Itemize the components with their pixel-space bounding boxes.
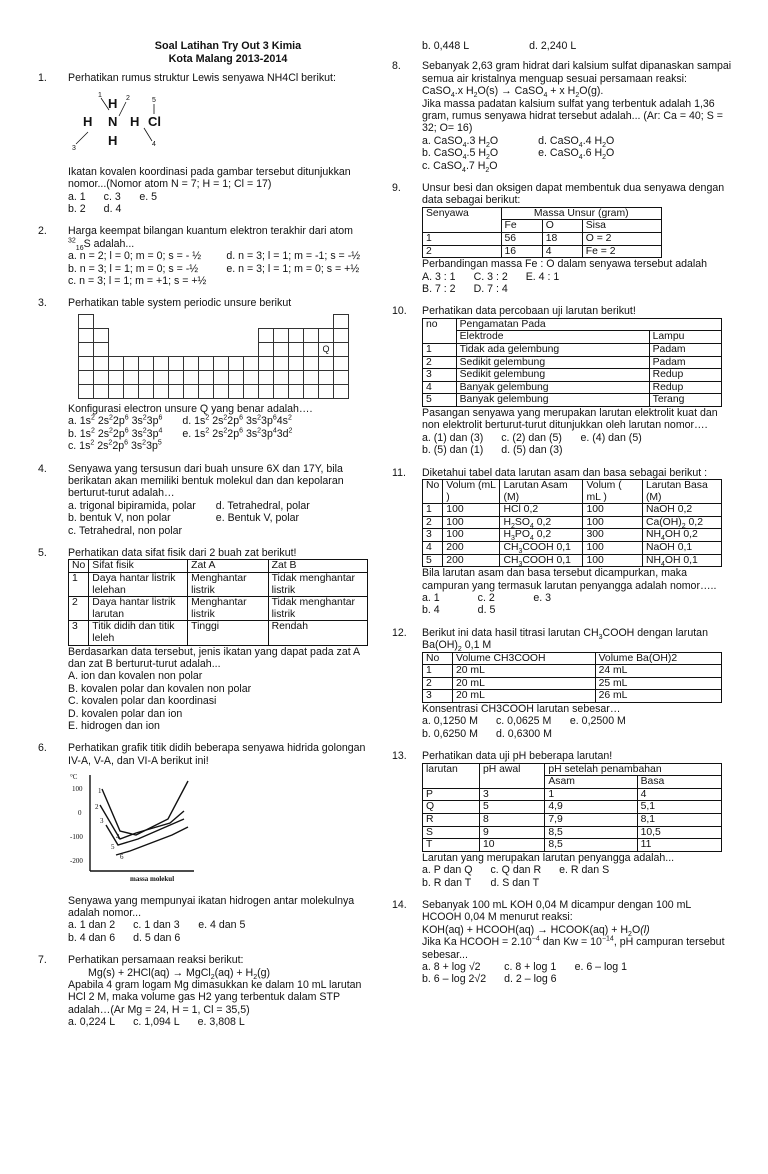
q1-options: a. 1 c. 3 e. 5 b. 2 d. 4 — [68, 190, 158, 216]
question-7: 7. Perhatikan persamaan reaksi berikut: Mg(s) + 2HCl(aq) → MgCl$_2$(aq) + $H_2(g)$ Apabila 4 gram logam Mg dimasukkan ke dalam 10 mL larutan HCl 2 M, maka volume gas H2 yang terbentuk dalam STP adalah…(Ar Mg = 24, H = 1, Cl = 35,5) a. 0,224 L c. 1,094 L e. 3,808 L — [38, 954, 378, 1028]
svg-text:0: 0 — [78, 809, 82, 818]
q12-table: No Volume CH3COOH Volume Ba(OH)2 1 20 mL 24 mL 2 20 mL 25 mL 3 20 mL 26 mL — [422, 652, 722, 703]
svg-text:100: 100 — [72, 785, 83, 794]
svg-text:3: 3 — [72, 145, 76, 153]
q8-reaction: CaSO$_4$.x $H_2O(s)$ → CaSO$_4$ + x $H_2O(g)$. — [422, 85, 604, 100]
question-11: 11. Diketahui tabel data larutan asam dan basa sebagai berikut : No Volum (mL ) Larutan Asam (M) Volum ( mL ) Larutan Basa (M) 1 100 HCl 0,2 100 NaOH 0,2 2 100 $H_2SO_4$ 0,2 100 $Ca(OH)_2$ 0,2 3 100 $H_3PO_4$ 0,2 300 $NH_4OH$ 0,2 4 200 $CH_3COOH$ 0,1 100 NaOH 0,1 5 200 $CH_3COOH$ 0,1 100 $NH_4OH$ 0,1 Bila larutan asam dan basa tersebut dicampurkan, maka campuran yang termasuk larutan penyangga adalah nomor….. a. 1 c. 2 e. 3 b. 4 d. 5 — [392, 467, 732, 617]
svg-text:6: 6 — [120, 853, 124, 862]
svg-text:massa molekul: massa molekul — [130, 875, 175, 884]
svg-text:1: 1 — [98, 787, 102, 796]
q5-options: A. ion dan kovalen non polar B. kovalen polar dan kovalen non polar C. kovalen polar dan koordinasi D. kovalen polar dan ion E. hidrogen dan ion — [68, 670, 252, 732]
q11-table: No Volum (mL ) Larutan Asam (M) Volum ( mL ) Larutan Basa (M) 1 100 HCl 0,2 100 NaOH 0,2 2 100 $H_2SO_4$ 0,2 100 $Ca(OH)_2$ 0,2 3 100 $H_3PO_4$ 0,2 300 $NH_4OH$ 0,2 4 200 $CH_3COOH$ 0,1 100 NaOH 0,1 5 200 $CH_3COOH$ 0,1 100 $NH_4OH$ 0,1 — [422, 479, 722, 567]
svg-text:2: 2 — [95, 803, 99, 812]
q2-options: a. n = 2; l = 0; m = 0; s = - ½ d. n = 3; l = 1; m = -1; s = -½ b. n = 3; l = 1; m = 0; s = -½ e. n = 3; l = 1; m = 0; s = +½ c. n = 3; l = 1; m = +1; s = +½ — [68, 250, 361, 288]
svg-text:5: 5 — [152, 97, 156, 105]
question-2: 2. Harga keempat bilangan kuantum elektron terakhir dari atom $^{32}_{16}$S adalah... a. n = 2; l = 0; m = 0; s = - ½ d. n = 3; l = 1; m = -1; s = -½ b. n = 3; l = 1; m = 0; s = -½ e. n = 3; l = 1; m = 0; s = +½ c. n = 3; l = 1; m = +1; s = +½ — [38, 225, 378, 287]
svg-text:-100: -100 — [70, 833, 83, 842]
lewis-structure-diagram — [68, 88, 178, 154]
svg-text:H: H — [108, 96, 118, 112]
q6-options: a. 1 dan 2 c. 1 dan 3 e. 4 dan 5 b. 4 dan 6 d. 5 dan 6 — [68, 919, 246, 944]
q10-options: a. (1) dan (3) c. (2) dan (5) e. (4) dan (5) b. (5) dan (1) d. (5) dan (3) — [422, 431, 642, 457]
svg-text:N: N — [108, 114, 118, 130]
q12-text: Berikut ini data hasil titrasi larutan $CH_3COOH$ dengan larutan $Ba(OH)_2$ 0,1 M — [422, 626, 708, 654]
q13-table: larutan pH awal pH setelah penambahan Asam Basa P 3 1 4 Q 5 4,9 5,1 R 8 7,9 8,1 S 9 8,5 10,5 T 10 8,5 11 — [422, 763, 722, 852]
q10-table: no Pengamatan Pada Elektrode Lampu 1 Tidak ada gelembung Padam 2 Sedikit gelembung Padam 3 Sedikit gelembung Redup 4 Banyak gelembung Redup 5 Banyak gelembung Terang — [422, 318, 722, 407]
q14-reaction: KOH(aq) + HCOOH(aq) → HCOOK(aq) + $H_2O(l)$ — [422, 923, 650, 938]
question-10: 10. Perhatikan data percobaan uji larutan berikut! no Pengamatan Pada Elektrode Lampu 1 Tidak ada gelembung Padam 2 Sedikit gelembung Padam 3 Sedikit gelembung Redup 4 Banyak gelembung Redup 5 Banyak gelembung Terang Pasangan senyawa yang merupakan larutan elektrolit kuat dan non elektrolit berturut-turut ditunjukkan oleh larutan nomor…. a. (1) dan (3) c. (2) dan (5) e. (4) dan (5) b. (5) dan (1) d. (5) dan (3) — [392, 305, 732, 456]
question-6: 6. Perhatikan grafik titik didih beberapa senyawa hidrida golongan IV-A, V-A, dan VI-A berikut ini! °C 100 0 -100 -200 massa molekul 1 2 3 4 5 6 Senyawa yang mempunyai ikatan hidrogen antar molekulnya adalah nomor... a. 1 dan 2 c. 1 dan 3 e. 4 dan 5 b. 4 dan 6 d. 5 dan 6 — [38, 742, 378, 944]
svg-text:1: 1 — [98, 92, 102, 100]
q7-reaction: Mg(s) + 2HCl(aq) → MgCl$_2$(aq) + $H_2(g)$ — [88, 966, 271, 981]
svg-text:4: 4 — [152, 141, 156, 149]
q14-info: Jika Ka HCOOH = $2.10^{-4}$ dan $Kw = 10^{-14}$, pH campuran tersebut sebesar... — [422, 935, 725, 961]
svg-text:H: H — [130, 114, 140, 130]
svg-text:H: H — [108, 133, 118, 149]
svg-text:2: 2 — [126, 95, 130, 103]
left-column — [38, 40, 378, 1029]
svg-text:H: H — [83, 114, 93, 130]
q13-options: a. P dan Q c. Q dan R e. R dan S b. R dan T d. S dan T — [422, 864, 610, 889]
question-5: 5. Perhatikan data sifat fisik dari 2 buah zat berikut! No Sifat fisik Zat A Zat B 1 Daya hantar listrik lelehan Menghantar listrik Tidak menghantar listrik 2 Daya hantar listrik larutan Menghantar listrik Tidak menghantar listrik 3 Titik didih dan titik leleh Tinggi Rendah Berdasarkan data tersebut, jenis ikatan yang dapat pada zat A dan zat B berturut-turut adalah... A. ion dan kovalen non polar B. kovalen polar dan kovalen non polar C. kovalen polar dan koordinasi D. kovalen polar dan ion E. hidrogen dan ion — [38, 547, 378, 732]
q9-table: Senyawa Massa Unsur (gram) Fe O Sisa 1 56 18 O = 2 2 16 4 Fe = 2 — [422, 207, 662, 258]
q11-options: a. 1 c. 2 e. 3 b. 4 d. 5 — [422, 592, 552, 617]
q8-options: a. CaSO$_4$.3 $H_2O$ d. CaSO$_4$.4 $H_2O$ b. CaSO$_4$.5 $H_2O$ e. CaSO$_4$.6 $H_2O$ c. CaSO$_4$.7 $H_2O$ — [422, 134, 615, 174]
svg-text:°C: °C — [70, 773, 78, 782]
question-13: 13. Perhatikan data uji pH beberapa larutan! larutan pH awal pH setelah penambahan Asam Basa P 3 1 4 Q 5 4,9 5,1 R 8 7,9 8,1 S 9 8,5 10,5 T 10 8,5 11 Larutan yang merupakan larutan penyangga adalah... a. P dan Q c. Q dan R e. R dan S b. R dan T d. S dan T — [392, 750, 732, 889]
document-title: Soal Latihan Try Out 3 Kimia Kota Malang 2013-2014 — [154, 40, 302, 65]
question-3: 3. Perhatikan table system periodic unsure berikut Q Konfigurasi electron unsure Q yang benar adalah…. a. $1s^2$ $2s^22p^6$ $3s^23p^6$ d. $1s^2$ $2s^22p^6$ $3s^23p^64s^2$ b. $1s^2$ $2s^22p^6$ $3s^23p^4$ e. $1s^2$ $2s^22p^6$ $3s^23p^43d^2$ c. $1s^2$ $2s^22p^6$ $3s^23p^5$ — [38, 297, 378, 452]
right-column — [392, 40, 732, 996]
question-8: 8. Sebanyak 2,63 gram hidrat dari kalsium sulfat dipanaskan sampai semua air kristalnya menguap sesuai persamaan reaksi: CaSO$_4$.x $H_2O(s)$ → CaSO$_4$ + x $H_2O(g)$. Jika massa padatan kalsium sulfat yang terbentuk adalah 1,36 gram, rumus senyawa hidrat tersebut adalah... (Ar: Ca = 40; S = 32; O= 16) a. CaSO$_4$.3 $H_2O$ d. CaSO$_4$.4 $H_2O$ b. CaSO$_4$.5 $H_2O$ e. CaSO$_4$.6 $H_2O$ c. CaSO$_4$.7 $H_2O$ — [392, 60, 732, 174]
q7-options: a. 0,224 L c. 1,094 L e. 3,808 L — [68, 1016, 245, 1029]
svg-text:3: 3 — [100, 817, 104, 826]
svg-text:4: 4 — [116, 833, 120, 842]
periodic-table-grid — [78, 314, 349, 399]
q3-options: a. $1s^2$ $2s^22p^6$ $3s^23p^6$ d. $1s^2$ $2s^22p^6$ $3s^23p^64s^2$ b. $1s^2$ $2s^22p^6$ $3s^23p^4$ e. $1s^2$ $2s^22p^6$ $3s^23p^43d^2$ c. $1s^2$ $2s^22p^6$ $3s^23p^5$ — [68, 414, 293, 453]
question-12: 12. Berikut ini data hasil titrasi larutan $CH_3COOH$ dengan larutan $Ba(OH)_2$ 0,1 M No Volume CH3COOH Volume Ba(OH)2 1 20 mL 24 mL 2 20 mL 25 mL 3 20 mL 26 mL Konsentrasi CH3COOH larutan sebesar… a. 0,1250 M c. 0,0625 M e. 0,2500 M b. 0,6250 M d. 0,6300 M — [392, 627, 732, 740]
q5-table: No Sifat fisik Zat A Zat B 1 Daya hantar listrik lelehan Menghantar listrik Tidak menghantar listrik 2 Daya hantar listrik larutan Menghantar listrik Tidak menghantar listrik 3 Titik didih dan titik leleh Tinggi Rendah — [68, 559, 368, 645]
q4-options: a. trigonal bipiramida, polar d. Tetrahedral, polar b. bentuk V, non polar e. Bentuk V, polar c. Tetrahedral, non polar — [68, 499, 310, 537]
question-1: 1. Perhatikan rumus struktur Lewis senyawa NH4Cl berikut: H H N H Cl H 1 2 3 4 5 Ikatan kovalen koordinasi pada gambar tersebut ditunjukkan nomor...(Nomor atom N = 7; H = 1; Cl = 17) a. 1 c. 3 e. 5 b. 2 d. 4 — [38, 72, 378, 215]
svg-text:Cl: Cl — [148, 114, 161, 130]
q2-atom: $^{32}_{16}$S adalah... — [68, 237, 135, 252]
q12-options: a. 0,1250 M c. 0,0625 M e. 0,2500 M b. 0,6250 M d. 0,6300 M — [422, 715, 626, 740]
svg-text:-200: -200 — [70, 857, 83, 866]
question-7-continued: b. 0,448 L d. 2,240 L — [422, 40, 577, 52]
question-9: 9. Unsur besi dan oksigen dapat membentuk dua senyawa dengan data sebagai berikut: Senyawa Massa Unsur (gram) Fe O Sisa 1 56 18 O = 2 2 16 4 Fe = 2 Perbandingan massa Fe : O dalam senyawa tersebut adalah A. 3 : 1 C. 3 : 2 E. 4 : 1 B. 7 : 2 D. 7 : 4 — [392, 182, 732, 295]
svg-text:5: 5 — [111, 843, 115, 852]
boiling-point-graph — [68, 771, 198, 887]
question-4: 4. Senyawa yang tersusun dari buah unsure 6X dan 17Y, bila berikatan akan memiliki bentuk molekul dan dan kepolaran berturut-turut adalah… a. trigonal bipiramida, polar d. Tetrahedral, polar b. bentuk V, non polar e. Bentuk V, polar c. Tetrahedral, non polar — [38, 463, 378, 537]
element-q: Q — [319, 342, 334, 356]
q14-options: a. 8 + log √2 c. 8 + log 1 e. 6 – log 1 b. 6 – log 2√2 d. 2 – log 6 — [422, 961, 627, 986]
q9-options: A. 3 : 1 C. 3 : 2 E. 4 : 1 B. 7 : 2 D. 7 : 4 — [422, 270, 560, 296]
question-14: 14. Sebanyak 100 mL KOH 0,04 M dicampur dengan 100 mL HCOOH 0,04 M menurut reaksi: KOH(aq) + HCOOH(aq) → HCOOK(aq) + $H_2O(l)$ Jika Ka HCOOH = $2.10^{-4}$ dan $Kw = 10^{-14}$, pH campuran tersebut sebesar... a. 8 + log √2 c. 8 + log 1 e. 6 – log 1 b. 6 – log 2√2 d. 2 – log 6 — [392, 899, 732, 986]
